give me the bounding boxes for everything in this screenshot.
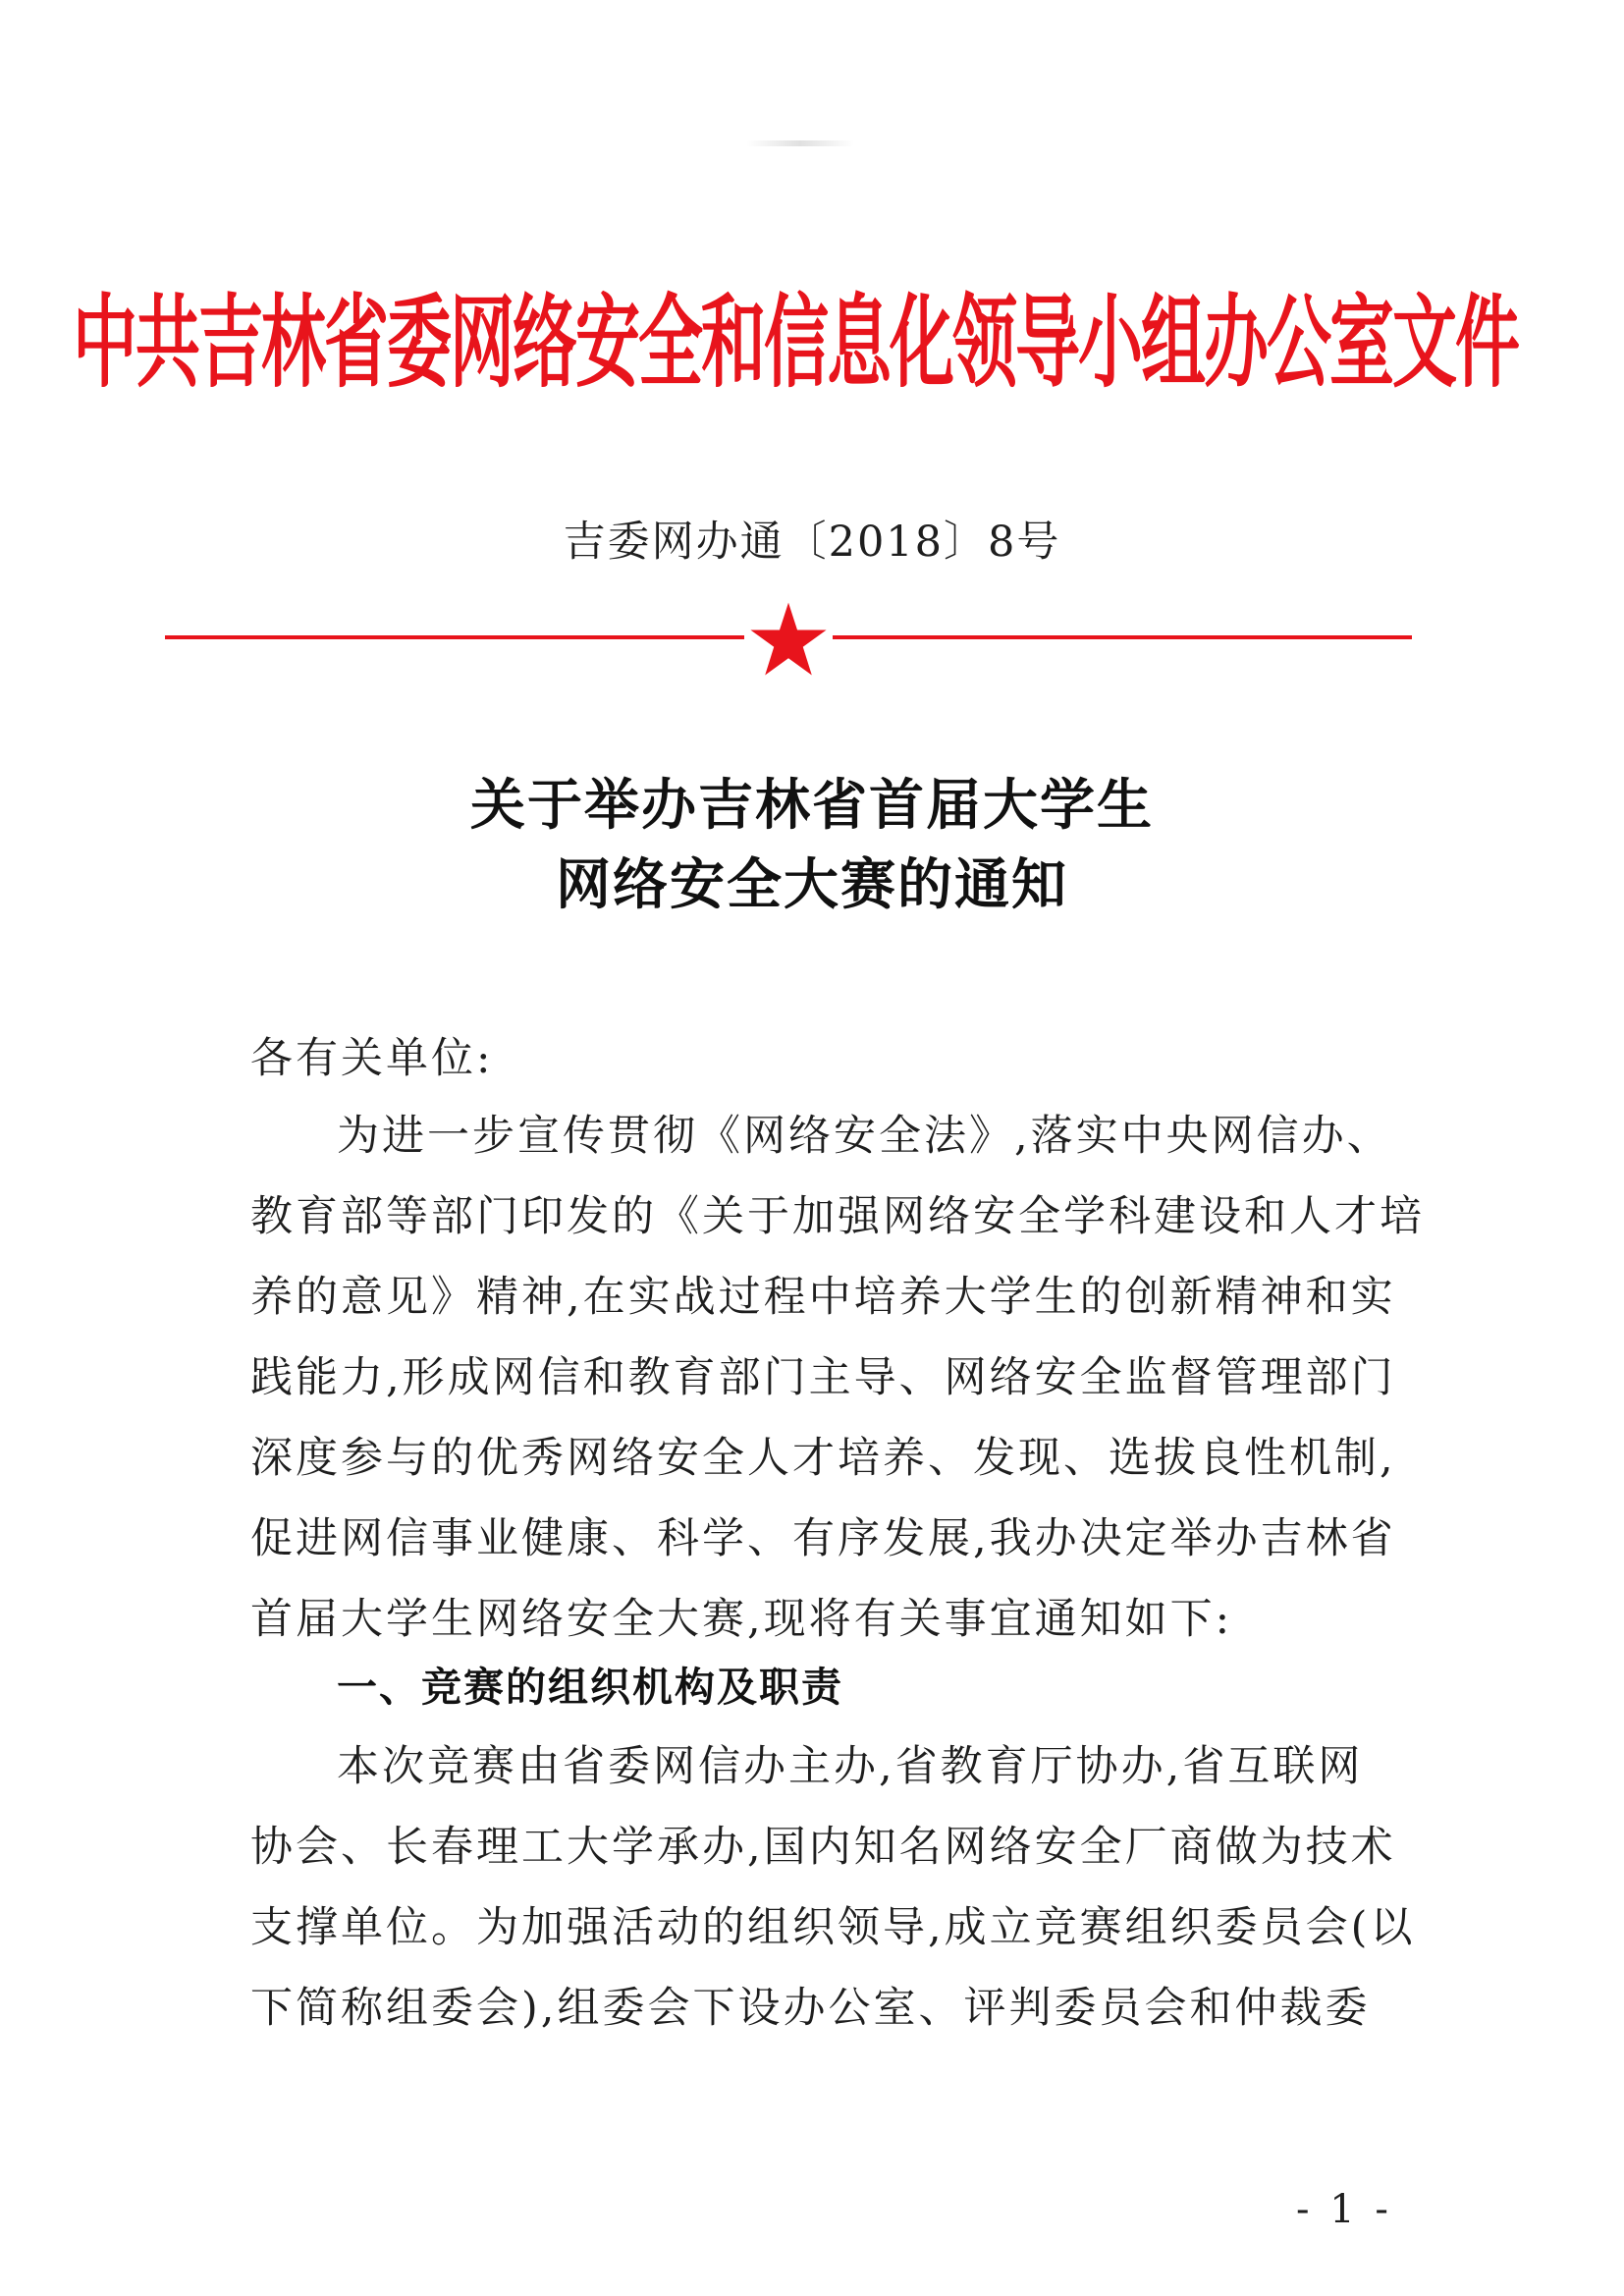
notice-title-line-1: 关于举办吉林省首届大学生 xyxy=(470,773,1154,838)
star-icon xyxy=(746,601,831,678)
paragraph-intro xyxy=(250,1096,1425,1660)
red-rule-right xyxy=(833,635,1412,639)
paragraph-line: 支撑单位。为加强活动的组织领导,成立竞赛组织委员会(以 xyxy=(250,1903,1416,1952)
paragraph-line: 深度参与的优秀网络安全人才培养、发现、选拔良性机制, xyxy=(250,1434,1396,1483)
section-heading-1: 一、竞赛的组织机构及职责 xyxy=(337,1664,843,1711)
paragraph-line: 首届大学生网络安全大赛,现将有关事宜通知如下: xyxy=(250,1595,1233,1644)
page-number: - 1 - xyxy=(1296,2187,1392,2232)
paragraph-line: 协会、长春理工大学承办,国内知名网络安全厂商做为技术 xyxy=(250,1823,1396,1872)
scan-artifact xyxy=(746,140,854,146)
paragraph-line: 养的意见》精神,在实战过程中培养大学生的创新精神和实 xyxy=(250,1273,1396,1322)
issuer-red-header: 中共吉林省委网络安全和信息化领导小组办公室文件 xyxy=(73,284,1518,402)
paragraph-line: 践能力,形成网信和教育部门主导、网络安全监督管理部门 xyxy=(250,1353,1396,1402)
paragraph-line: 本次竞赛由省委网信办主办,省教育厅协办,省互联网 xyxy=(337,1742,1364,1791)
paragraph-line: 为进一步宣传贯彻《网络安全法》,落实中央网信办、 xyxy=(337,1112,1392,1161)
paragraph-line: 下简称组委会),组委会下设办公室、评判委员会和仲裁委 xyxy=(250,1984,1371,2033)
salutation: 各有关单位: xyxy=(250,1034,494,1083)
document-number: 吉委网办通〔2018〕8号 xyxy=(563,518,1061,567)
paragraph-line: 教育部等部门印发的《关于加强网络安全学科建设和人才培 xyxy=(250,1192,1425,1241)
notice-title-line-2: 网络安全大赛的通知 xyxy=(556,852,1068,917)
red-rule-left xyxy=(165,635,744,639)
paragraph-organization xyxy=(250,1726,1416,2049)
paragraph-line: 促进网信事业健康、科学、有序发展,我办决定举办吉林省 xyxy=(250,1514,1396,1563)
